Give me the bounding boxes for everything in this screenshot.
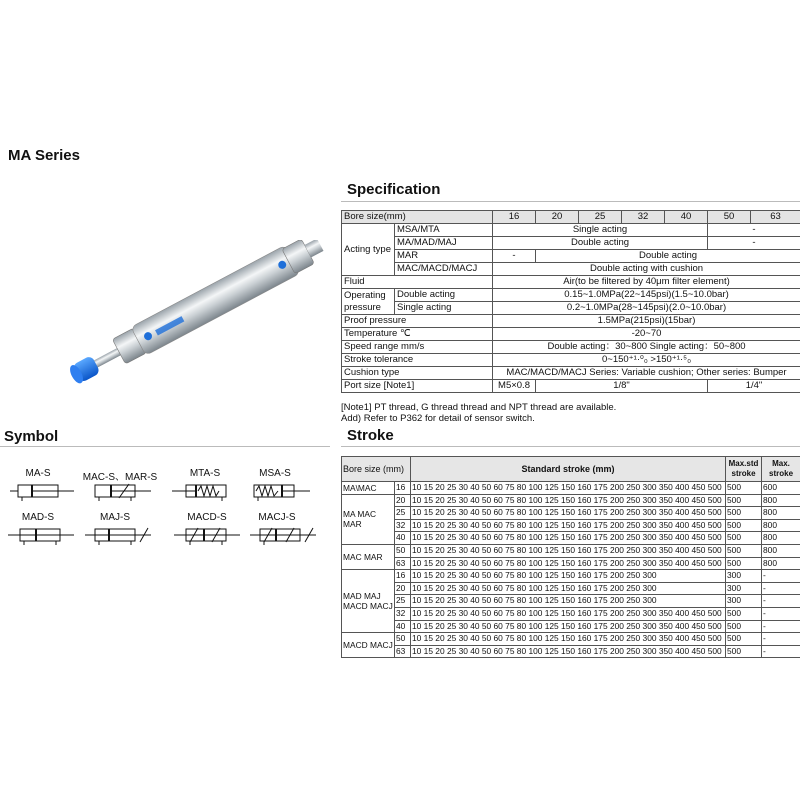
spec-divider xyxy=(341,201,800,202)
spring-extend-cylinder-icon xyxy=(172,480,242,502)
cushion-cylinder-icon xyxy=(85,480,155,502)
spec-heading: Specification xyxy=(347,181,441,198)
stroke-bore: 25 xyxy=(395,595,411,608)
symbol-label: MAC-S、MAR-S xyxy=(82,472,158,483)
table-row xyxy=(342,482,800,495)
acting-model: MAR xyxy=(395,250,493,263)
table-row xyxy=(342,570,800,583)
stroke-bore: 63 xyxy=(395,557,411,570)
table-row xyxy=(342,633,800,646)
bore-16: 16 xyxy=(493,211,536,224)
speed-label: Speed range mm/s xyxy=(342,341,493,354)
bore-63: 63 xyxy=(751,211,800,224)
max-std-stroke: 500 xyxy=(726,519,762,532)
spec-header-row xyxy=(342,211,800,224)
stroke-bore: 40 xyxy=(395,620,411,633)
stroke-bore: 32 xyxy=(395,607,411,620)
symbol-heading: Symbol xyxy=(4,428,59,445)
proof-value: 1.5MPa(215psi)(15bar) xyxy=(493,315,800,328)
bore-25: 25 xyxy=(579,211,622,224)
max-std-stroke: 300 xyxy=(726,595,762,608)
operating-pressure-label: Operating pressure xyxy=(342,289,395,315)
adjustable-cushion-cylinder-icon xyxy=(250,524,320,546)
max-std-stroke: 500 xyxy=(726,620,762,633)
bore-size-header: Bore size(mm) xyxy=(342,211,493,224)
max-std-stroke: 500 xyxy=(726,633,762,646)
symbol-label: MAD-S xyxy=(21,512,55,523)
tolerance-value: 0~150⁺¹·⁰₀ >150⁺¹·⁵₀ xyxy=(493,354,800,367)
cushion-label: Cushion type xyxy=(342,367,493,380)
max-std-stroke: 500 xyxy=(726,607,762,620)
op-sub: Single acting xyxy=(395,302,493,315)
bore-50: 50 xyxy=(708,211,751,224)
stroke-bore: 20 xyxy=(395,582,411,595)
max-std-stroke: 500 xyxy=(726,507,762,520)
port-value: 1/4" xyxy=(708,380,800,393)
double-rod-cylinder-icon xyxy=(8,524,78,546)
stroke-values: 10 15 20 25 30 40 50 60 75 80 100 125 150 160 175 200 250 300 350 400 450 500 xyxy=(411,507,726,520)
stroke-header-row xyxy=(342,457,800,482)
double-rod-cushion-cylinder-icon xyxy=(174,524,244,546)
max-stroke: - xyxy=(762,633,800,646)
max-std-stroke: 500 xyxy=(726,557,762,570)
stroke-model: MAC MAR xyxy=(342,544,395,569)
op-value: 0.15~1.0MPa(22~145psi)(1.5~10.0bar) xyxy=(493,289,800,302)
table-row xyxy=(342,607,800,620)
stroke-bore: 16 xyxy=(395,482,411,495)
stroke-values: 10 15 20 25 30 40 50 60 75 80 100 125 150 160 175 200 250 300 xyxy=(411,582,726,595)
acting-model: MSA/MTA xyxy=(395,224,493,237)
max-std-stroke: 500 xyxy=(726,494,762,507)
acting-value: Double acting xyxy=(536,250,800,263)
table-row xyxy=(342,595,800,608)
op-sub: Double acting xyxy=(395,289,493,302)
table-row xyxy=(342,519,800,532)
max-std-stroke-header: Max.std stroke xyxy=(726,457,762,482)
stroke-divider xyxy=(341,446,800,447)
acting-dash: - xyxy=(493,250,536,263)
bore-32: 32 xyxy=(622,211,665,224)
stroke-bore: 40 xyxy=(395,532,411,545)
stroke-model: MA\MAC xyxy=(342,482,395,495)
port-value: 1/8" xyxy=(536,380,708,393)
stroke-bore: 16 xyxy=(395,570,411,583)
adjustable-stroke-cylinder-icon xyxy=(85,524,155,546)
acting-value: Single acting xyxy=(493,224,708,237)
max-stroke: - xyxy=(762,570,800,583)
table-row xyxy=(342,532,800,545)
max-std-stroke: 500 xyxy=(726,482,762,495)
max-stroke: 800 xyxy=(762,557,800,570)
max-std-stroke: 500 xyxy=(726,532,762,545)
max-stroke: - xyxy=(762,645,800,658)
max-stroke: 800 xyxy=(762,507,800,520)
acting-dash: - xyxy=(708,237,800,250)
temperature-label: Temperature ℃ xyxy=(342,328,493,341)
stroke-values: 10 15 20 25 30 40 50 60 75 80 100 125 150 160 175 200 250 300 350 400 450 500 xyxy=(411,482,726,495)
max-stroke: - xyxy=(762,582,800,595)
speed-value: Double acting：30~800 Single acting：50~800 xyxy=(493,341,800,354)
note-2: Add) Refer to P362 for detail of sensor switch. xyxy=(341,413,535,424)
stroke-values: 10 15 20 25 30 40 50 60 75 80 100 125 150 160 175 200 250 300 350 400 450 500 xyxy=(411,557,726,570)
spec-notes xyxy=(341,402,616,424)
symbol-label: MSA-S xyxy=(259,468,291,479)
acting-model: MAC/MACD/MACJ xyxy=(395,263,493,276)
stroke-bore: 20 xyxy=(395,494,411,507)
max-stroke: - xyxy=(762,620,800,633)
stroke-values: 10 15 20 25 30 40 50 60 75 80 100 125 150 160 175 200 250 300 350 400 450 500 xyxy=(411,544,726,557)
stroke-model: MAD MAJ MACD MACJ xyxy=(342,570,395,633)
bore-40: 40 xyxy=(665,211,708,224)
table-row xyxy=(342,557,800,570)
symbol-divider xyxy=(0,446,330,447)
stroke-values: 10 15 20 25 30 40 50 60 75 80 100 125 150 160 175 200 250 300 350 400 450 500 xyxy=(411,645,726,658)
acting-model: MA/MAD/MAJ xyxy=(395,237,493,250)
max-stroke-header: Max. stroke xyxy=(762,457,800,482)
acting-value: Double acting with cushion xyxy=(493,263,800,276)
max-stroke: 800 xyxy=(762,519,800,532)
stroke-values: 10 15 20 25 30 40 50 60 75 80 100 125 150 160 175 200 250 300 xyxy=(411,570,726,583)
temperature-value: -20~70 xyxy=(493,328,800,341)
stroke-bore: 63 xyxy=(395,645,411,658)
symbol-label: MACJ-S xyxy=(258,512,296,523)
table-row xyxy=(342,494,800,507)
acting-dash: - xyxy=(708,224,800,237)
port-value: M5×0.8 xyxy=(493,380,536,393)
stroke-heading: Stroke xyxy=(347,427,394,444)
acting-type-label: Acting type xyxy=(342,224,395,276)
cushion-value: MAC/MACD/MACJ Series: Variable cushion; Other series: Bumper xyxy=(493,367,800,380)
acting-value: Double acting xyxy=(493,237,708,250)
single-acting-cylinder-icon xyxy=(8,480,78,502)
proof-label: Proof pressure xyxy=(342,315,493,328)
spec-table xyxy=(341,210,800,393)
table-row xyxy=(342,620,800,633)
max-stroke: 800 xyxy=(762,494,800,507)
stroke-values: 10 15 20 25 30 40 50 60 75 80 100 125 150 160 175 200 250 300 350 400 450 500 xyxy=(411,620,726,633)
max-stroke: 800 xyxy=(762,544,800,557)
max-std-stroke: 300 xyxy=(726,582,762,595)
bore-20: 20 xyxy=(536,211,579,224)
max-stroke: - xyxy=(762,595,800,608)
max-stroke: 600 xyxy=(762,482,800,495)
fluid-label: Fluid xyxy=(342,276,493,289)
stroke-values: 10 15 20 25 30 40 50 60 75 80 100 125 150 160 175 200 250 300 350 400 450 500 xyxy=(411,532,726,545)
stroke-bore: 25 xyxy=(395,507,411,520)
stroke-values: 10 15 20 25 30 40 50 60 75 80 100 125 150 160 175 200 250 300 xyxy=(411,595,726,608)
stroke-values: 10 15 20 25 30 40 50 60 75 80 100 125 150 160 175 200 250 300 350 400 450 500 xyxy=(411,519,726,532)
max-std-stroke: 300 xyxy=(726,570,762,583)
stroke-table xyxy=(341,456,800,658)
table-row xyxy=(342,645,800,658)
stroke-model: MACD MACJ xyxy=(342,633,395,658)
table-row xyxy=(342,507,800,520)
port-label: Port size [Note1] xyxy=(342,380,493,393)
symbol-label: MAJ-S xyxy=(100,512,130,523)
tolerance-label: Stroke tolerance xyxy=(342,354,493,367)
note-1: [Note1] PT thread, G thread thread and NPT thread are available. xyxy=(341,402,617,413)
stroke-bore: 32 xyxy=(395,519,411,532)
symbol-label: MA-S xyxy=(25,468,51,479)
stroke-bore: 50 xyxy=(395,544,411,557)
stroke-values: 10 15 20 25 30 40 50 60 75 80 100 125 150 160 175 200 250 300 350 400 450 500 xyxy=(411,607,726,620)
symbol-label: MACD-S xyxy=(187,512,227,523)
stroke-bore: 50 xyxy=(395,633,411,646)
stroke-values: 10 15 20 25 30 40 50 60 75 80 100 125 150 160 175 200 250 300 350 400 450 500 xyxy=(411,633,726,646)
spring-return-cylinder-icon xyxy=(244,480,314,502)
table-row xyxy=(342,544,800,557)
max-stroke: 800 xyxy=(762,532,800,545)
page-title: MA Series xyxy=(8,147,80,164)
fluid-value: Air(to be filtered by 40μm filter element) xyxy=(493,276,800,289)
stroke-bore-header: Bore size (mm) xyxy=(342,457,411,482)
max-stroke: - xyxy=(762,607,800,620)
max-std-stroke: 500 xyxy=(726,645,762,658)
table-row xyxy=(342,582,800,595)
cylinder-product-image xyxy=(40,240,340,390)
standard-stroke-header: Standard stroke (mm) xyxy=(411,457,726,482)
op-value: 0.2~1.0MPa(28~145psi)(2.0~10.0bar) xyxy=(493,302,800,315)
symbol-label: MTA-S xyxy=(189,468,221,479)
stroke-values: 10 15 20 25 30 40 50 60 75 80 100 125 150 160 175 200 250 300 350 400 450 500 xyxy=(411,494,726,507)
max-std-stroke: 500 xyxy=(726,544,762,557)
stroke-model: MA MAC MAR xyxy=(342,494,395,544)
